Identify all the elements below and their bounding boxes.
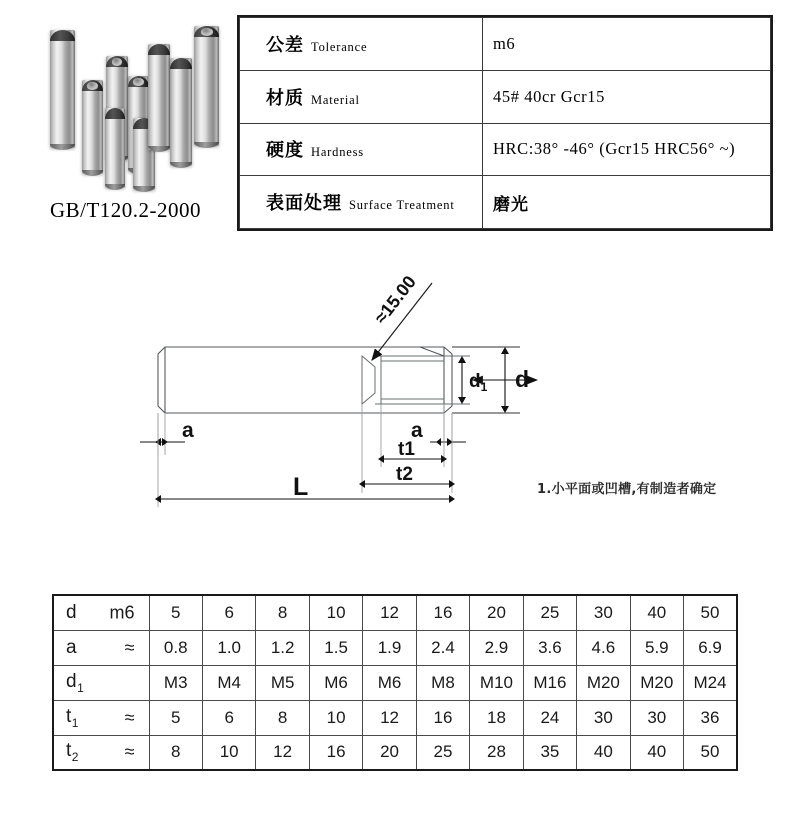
row-symbol: $t_2$ [66,740,79,765]
row-symbol: a [66,636,78,658]
cell-d-8: 30 [577,595,630,630]
cell-a-5: 2.4 [416,630,469,665]
table-row [53,700,737,735]
cell-t1-6: 18 [470,700,523,735]
cell-a-9: 5.9 [630,630,683,665]
cell-d-9: 40 [630,595,683,630]
row-symbol: $t_1$ [66,705,79,730]
spec-value-material [483,70,771,123]
cell-d1-0: M3 [149,665,202,700]
cell-d-3: 10 [309,595,362,630]
table-row [53,630,737,665]
pin-cap-hollow-icon [82,80,103,91]
dowel-pin-2 [82,80,103,174]
cell-a-7: 3.6 [523,630,576,665]
spec-row-surface-treatment [240,176,771,229]
dimension-label-d1: $d_1$ [469,371,488,394]
spec-label-en: Hardness [311,145,364,160]
table-row [53,595,737,630]
dowel-pin-8 [170,58,192,166]
cell-d-1: 6 [202,595,255,630]
row-symbol: $d_1$ [66,670,85,695]
cell-a-10: 6.9 [684,630,737,665]
spec-label-en: Material [311,92,360,107]
pin-cap-hollow-icon [128,76,149,87]
pin-cap-icon [105,108,125,119]
cell-a-2: 1.2 [256,630,309,665]
cell-t1-2: 8 [256,700,309,735]
dowel-pin-4 [105,108,125,188]
cell-d1-10: M24 [684,665,737,700]
cell-d-10: 50 [684,595,737,630]
pin-cap-hollow-icon [194,26,219,37]
row-header-a [53,630,149,665]
cell-d-4: 12 [363,595,416,630]
cell-t2-5: 25 [416,735,469,770]
dowel-pin-7 [148,44,170,150]
cell-t2-3: 16 [309,735,362,770]
spec-value-text: HRC:38° -46° (Gcr15 HRC56° ~) [493,139,736,159]
cell-d1-6: M10 [470,665,523,700]
cell-d1-9: M20 [630,665,683,700]
dimension-label-t1: t1 [398,439,415,460]
cell-a-0: 0.8 [149,630,202,665]
dimension-label-L: L [293,473,309,501]
cell-t1-3: 10 [309,700,362,735]
cell-a-8: 4.6 [577,630,630,665]
cell-t1-9: 30 [630,700,683,735]
cell-t1-10: 36 [684,700,737,735]
spec-label-cn: 硬度 [266,140,304,162]
spec-label-cn: 表面处理 [266,193,342,215]
cell-t1-4: 12 [363,700,416,735]
cell-t1-1: 6 [202,700,255,735]
spec-value-hardness [483,123,771,176]
cell-t1-5: 16 [416,700,469,735]
cell-d1-2: M5 [256,665,309,700]
dimension-label-a-right: a [411,419,423,442]
product-photo [18,16,233,196]
cell-d1-8: M20 [577,665,630,700]
cell-d1-1: M4 [202,665,255,700]
cell-t1-8: 30 [577,700,630,735]
table-row [53,735,737,770]
cell-d-7: 25 [523,595,576,630]
cell-d1-3: M6 [309,665,362,700]
spec-label-cn: 材质 [266,87,304,109]
table-row [53,665,737,700]
spec-value-text: m6 [493,33,516,53]
spec-label-hardness [240,123,483,176]
cell-t1-7: 24 [523,700,576,735]
cell-a-4: 1.9 [363,630,416,665]
cell-a-6: 2.9 [470,630,523,665]
cell-d-0: 5 [149,595,202,630]
specification-table [237,15,773,231]
pin-cap-icon [50,30,75,41]
spec-row-material [240,70,771,123]
row-qualifier: ≈ [124,707,135,727]
row-qualifier: ≈ [124,741,135,762]
pin-cap-icon [170,58,192,69]
row-qualifier: m6 [109,602,135,623]
cell-d1-4: M6 [363,665,416,700]
cell-t2-9: 40 [630,735,683,770]
spec-value-text: 磨光 [493,194,529,215]
row-qualifier: ≈ [124,637,135,657]
cell-d-5: 16 [416,595,469,630]
angle-annotation-label: ≈15.00 [370,271,420,328]
cell-t2-10: 50 [684,735,737,770]
cell-d1-7: M16 [523,665,576,700]
spec-label-en: Tolerance [311,39,368,54]
dowel-pin-1 [50,30,75,148]
spec-label-cn: 公差 [266,34,304,56]
pin-cap-hollow-icon [106,56,128,67]
cell-d-2: 8 [256,595,309,630]
cell-t2-1: 10 [202,735,255,770]
standard-label: GB/T120.2-2000 [49,198,202,222]
cell-t2-2: 12 [256,735,309,770]
spec-label-en: Surface Treatment [349,198,455,213]
cell-t2-7: 35 [523,735,576,770]
cell-t2-4: 20 [363,735,416,770]
spec-value-tolerance [483,18,771,71]
spec-label-tolerance [240,18,483,71]
cell-t2-0: 8 [149,735,202,770]
cell-a-3: 1.5 [309,630,362,665]
spec-label-surface-treatment [240,176,483,229]
spec-value-text: 45# 40cr Gcr15 [493,86,605,106]
spec-row-tolerance [240,18,771,71]
dimension-label-t2: t2 [396,464,413,485]
row-header-t2 [53,735,149,770]
row-header-t1 [53,700,149,735]
cell-d-6: 20 [470,595,523,630]
drawing-note: 1.小平面或凹槽,有制造者确定 [537,482,717,497]
dimension-table [52,594,738,771]
spec-row-hardness [240,123,771,176]
cell-d1-5: M8 [416,665,469,700]
row-symbol: d [66,601,78,623]
row-header-d1 [53,665,149,700]
cell-t2-8: 40 [577,735,630,770]
cell-a-1: 1.0 [202,630,255,665]
pin-cap-icon [148,44,170,55]
cell-t1-0: 5 [149,700,202,735]
row-header-d [53,595,149,630]
dimension-label-d: d [515,366,530,392]
spec-label-material [240,70,483,123]
cell-t2-6: 28 [470,735,523,770]
spec-value-surface-treatment [483,176,771,229]
dowel-pin-9 [194,26,219,146]
dimension-label-a-left: a [182,419,194,442]
